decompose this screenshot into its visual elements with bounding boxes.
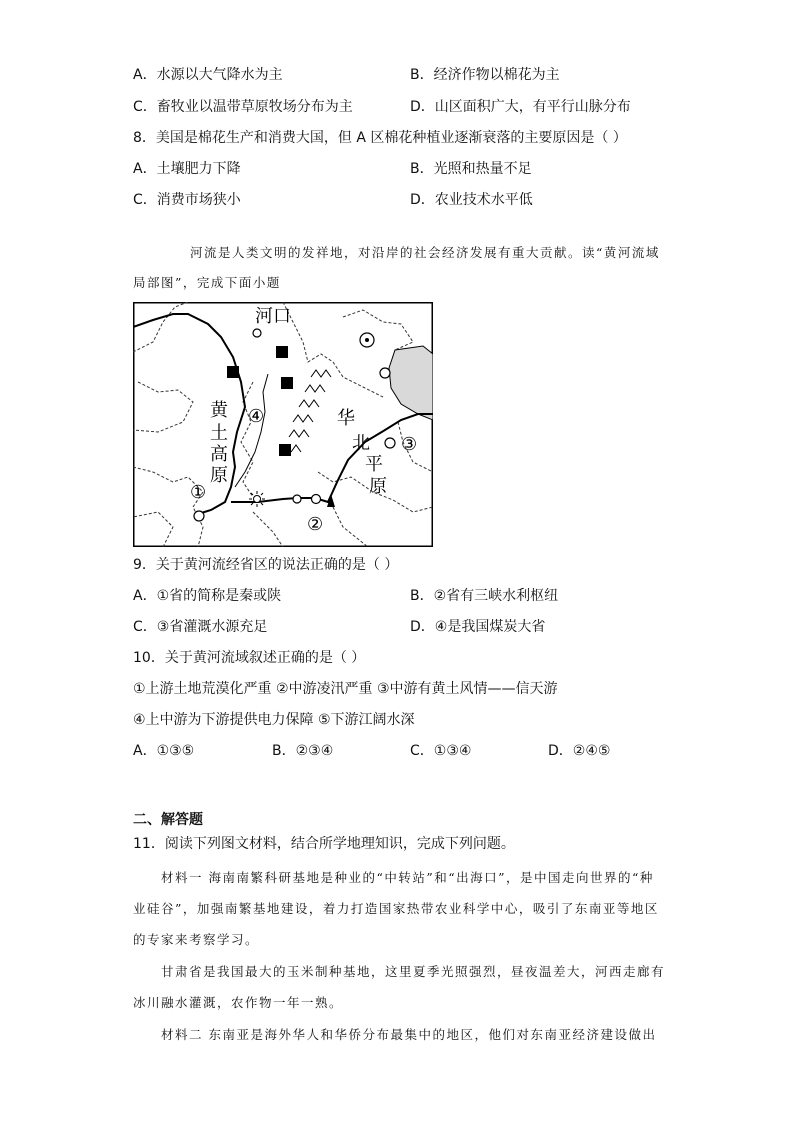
coal-symbol (276, 346, 288, 358)
material1b-line-2: 冰川融水灌溉，农作物一年一熟。 (133, 995, 344, 1010)
q11-stem: 11．阅读下列图文材料，结合所学地理知识，完成下列问题。 (133, 836, 515, 852)
q8-option-c: C．消费市场狭小 (133, 192, 241, 208)
material1-line-2: 业硅谷”，加强南繁基地建设，着力打造国家热带农业科学中心，吸引了东南亚等地区 (133, 901, 659, 916)
material1b-line-1: 甘肃省是我国最大的玉米制种基地，这里夏季光照强烈，昼夜温差大，河西走廊有 (161, 964, 666, 979)
material1-line-1: 材料一 海南南繁科研基地是种业的“中转站”和“出海口”，是中国走向世界的“种 (161, 870, 654, 885)
q9-option-a: A．①省的简称是秦或陕 (133, 588, 282, 604)
yellow-river-map (133, 302, 433, 547)
q9-stem: 9．关于黄河流经省区的说法正确的是（ ） (133, 557, 399, 573)
q9-option-d: D．④是我国煤炭大省 (410, 619, 546, 635)
q7-option-c: C．畜牧业以温带草原牧场分布为主 (133, 99, 353, 115)
label-loess-4: 原 (210, 465, 228, 485)
q10-statements-2: ④上中游为下游提供电力保障 ⑤下游江阔水深 (133, 712, 415, 728)
city-marker (312, 495, 321, 504)
intro-line-1: 河流是人类文明的发祥地，对沿岸的社会经济发展有重大贡献。读“黄河流域 (190, 245, 660, 260)
city-marker-hekou (253, 329, 261, 337)
city-marker (385, 438, 395, 448)
q9-option-c: C．③省灌溉水源充足 (133, 619, 268, 635)
label-num-3: ③ (401, 434, 418, 454)
city-marker (380, 368, 390, 378)
city-marker (293, 495, 301, 503)
intro-line-2: 局部图”，完成下面小题 (133, 275, 281, 290)
q7-option-d: D．山区面积广大，有平行山脉分布 (410, 99, 631, 115)
q10-option-b: B．②③④ (272, 743, 334, 759)
label-num-1: ① (190, 482, 207, 502)
label-hekou: 河口 (255, 306, 291, 326)
q10-statements-1: ①上游土地荒漠化严重 ②中游凌汛严重 ③中游有黄土风情——信天游 (133, 681, 558, 697)
section-title: 二、解答题 (133, 812, 203, 828)
q10-stem: 10．关于黄河流域叙述正确的是（ ） (133, 650, 366, 666)
capital-dot (365, 338, 369, 342)
q9-option-b: B．②省有三峡水利枢纽 (410, 588, 559, 604)
coal-symbol (279, 444, 291, 456)
q8-stem: 8．美国是棉花生产和消费大国，但 A 区棉花种植业逐渐衰落的主要原因是（ ） (133, 130, 627, 146)
q7-option-b: B．经济作物以棉花为主 (410, 67, 560, 83)
label-plain-4: 原 (369, 476, 387, 496)
q8-option-a: A．土壤肥力下降 (133, 161, 241, 177)
coal-symbol (227, 366, 239, 378)
label-loess-1: 黄 (210, 400, 228, 420)
sun-icon (249, 491, 265, 507)
label-loess-3: 高 (210, 444, 228, 464)
q10-option-d: D．②④⑤ (548, 743, 611, 759)
city-marker (194, 511, 204, 521)
label-plain-1: 华 (337, 408, 355, 428)
material2-line-1: 材料二 东南亚是海外华人和华侨分布最集中的地区，他们对东南亚经济建设做出 (161, 1027, 657, 1042)
material1-line-3: 的专家来考察学习。 (133, 932, 260, 947)
q8-option-b: B．光照和热量不足 (410, 161, 532, 177)
q10-option-c: C．①③④ (410, 743, 472, 759)
q10-option-a: A．①③⑤ (133, 743, 195, 759)
label-num-4: ④ (248, 406, 265, 426)
map-frame (134, 303, 433, 547)
label-loess-2: 土 (210, 423, 228, 443)
q8-option-d: D．农业技术水平低 (410, 192, 533, 208)
coal-symbol (281, 377, 293, 389)
label-plain-3: 平 (365, 454, 383, 474)
label-plain-2: 北 (352, 433, 370, 453)
q7-option-a: A．水源以大气降水为主 (133, 67, 283, 83)
label-num-2: ② (307, 514, 324, 534)
